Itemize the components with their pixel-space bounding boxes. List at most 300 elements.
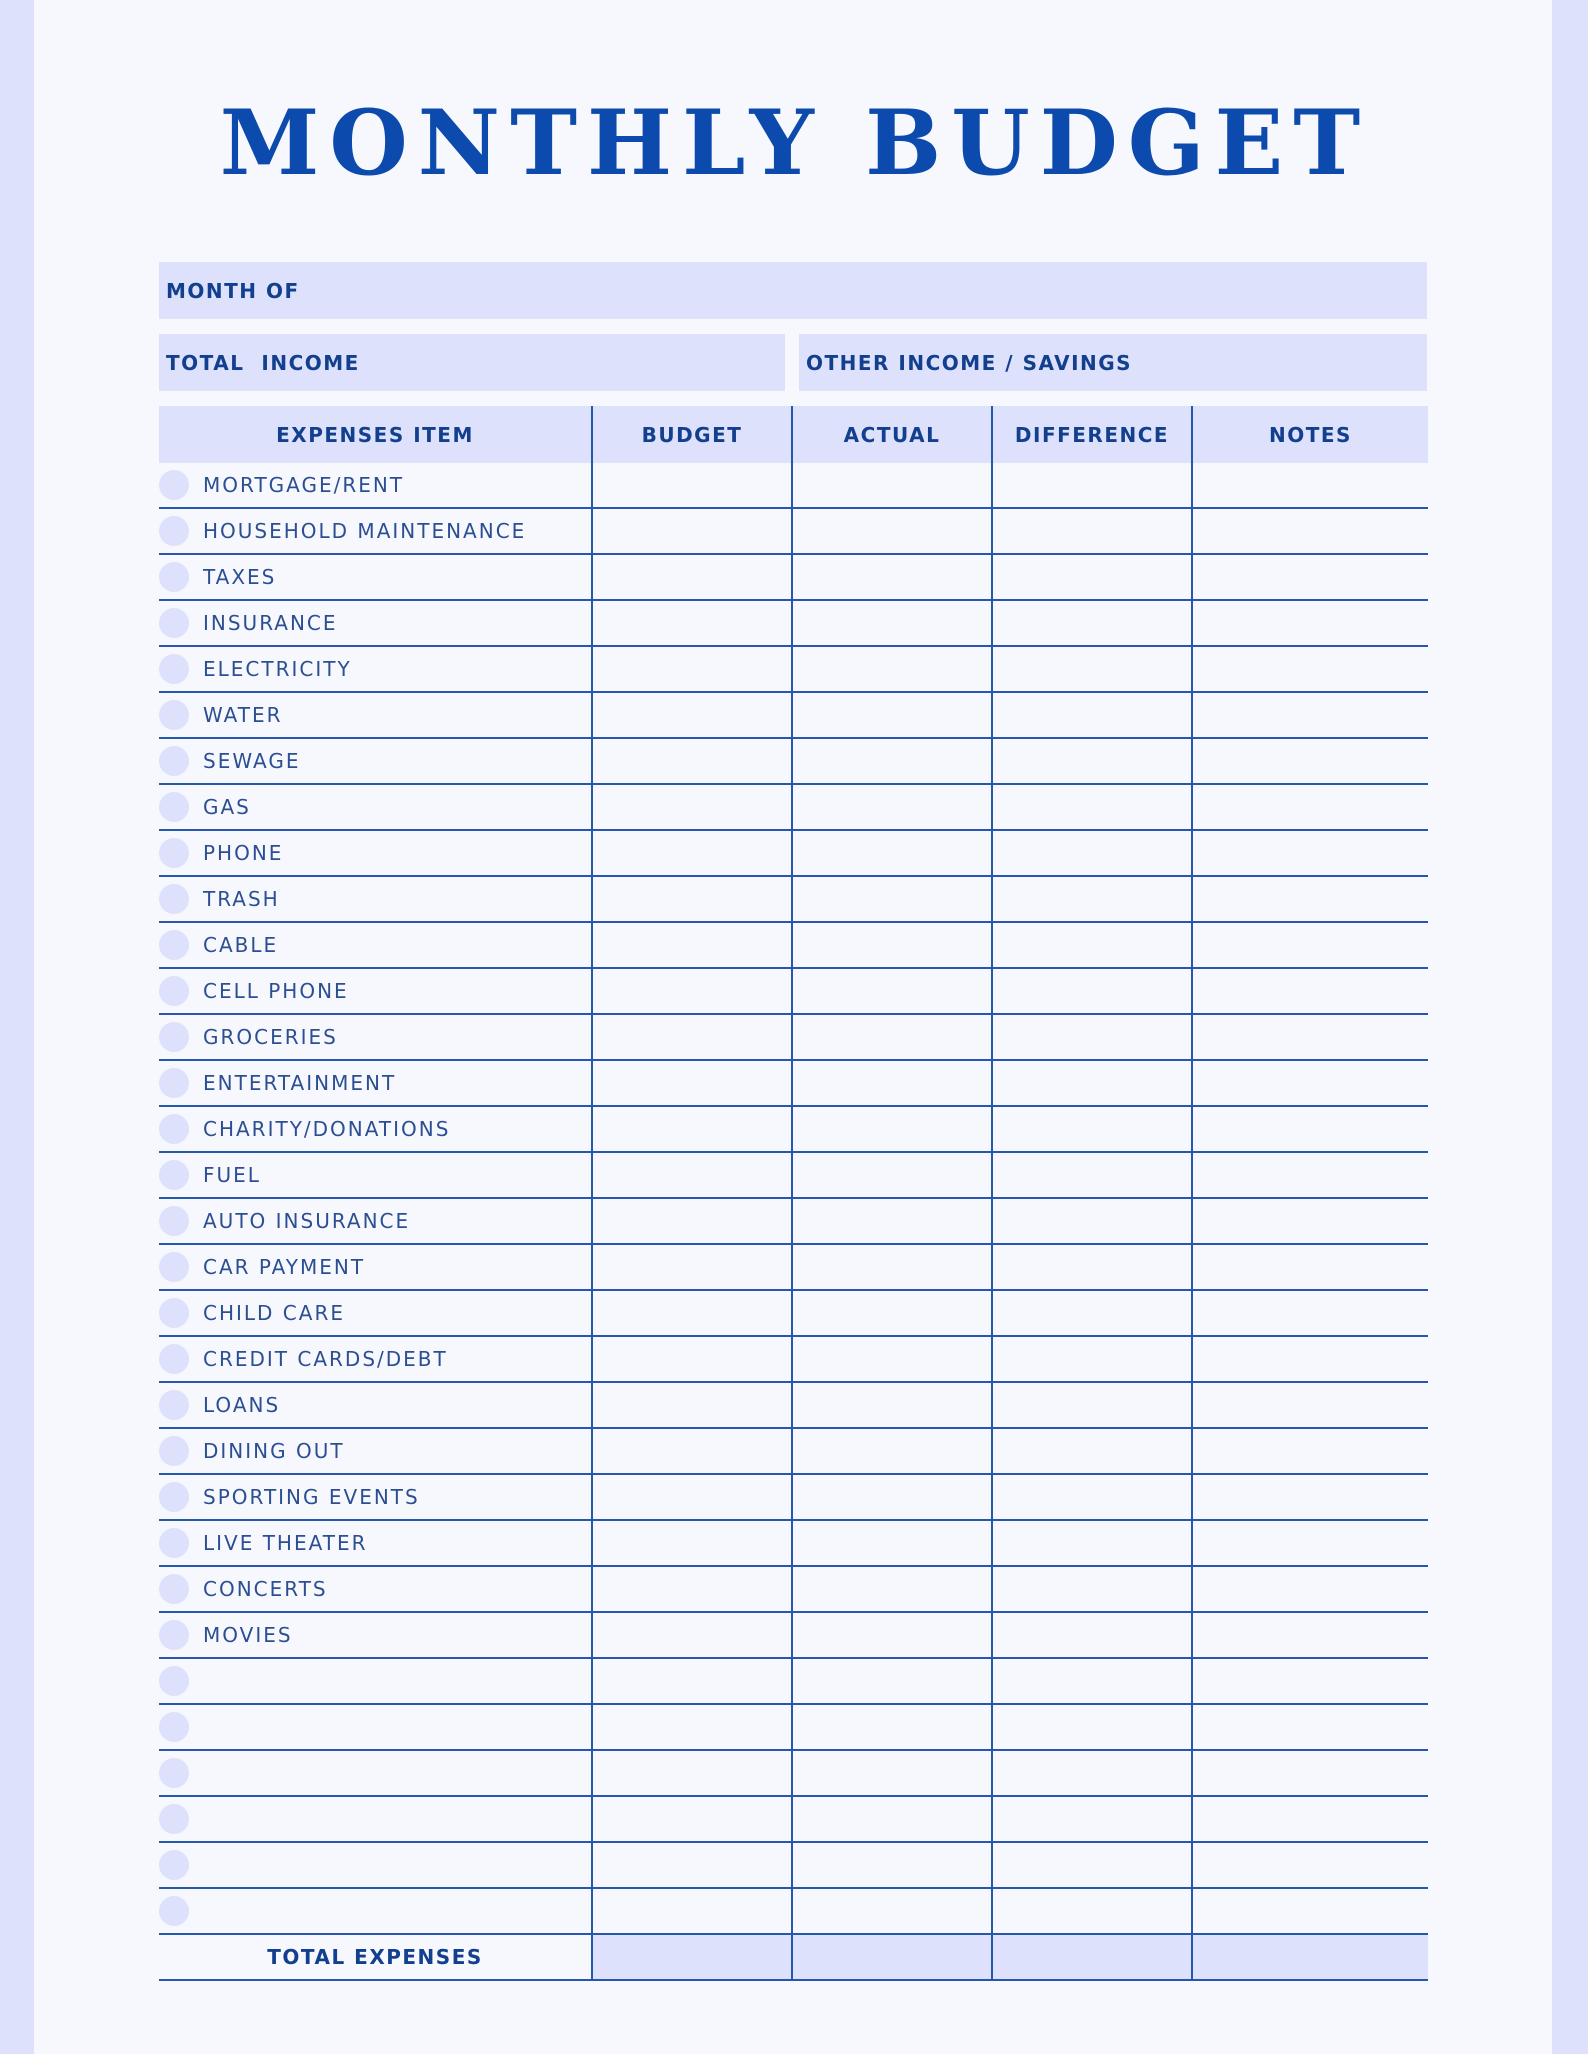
notes-input[interactable] [1193, 555, 1428, 599]
budget-cell[interactable] [592, 738, 792, 784]
difference-cell[interactable] [992, 968, 1192, 1014]
difference-cell[interactable] [992, 922, 1192, 968]
notes-cell[interactable] [1192, 1566, 1428, 1612]
actual-input[interactable] [793, 1199, 991, 1243]
total-budget-cell[interactable] [592, 1934, 792, 1980]
difference-cell[interactable] [992, 692, 1192, 738]
budget-cell[interactable] [592, 1888, 792, 1934]
actual-input[interactable] [793, 1291, 991, 1335]
difference-input[interactable] [993, 1567, 1191, 1611]
notes-cell[interactable] [1192, 1106, 1428, 1152]
notes-cell[interactable] [1192, 1336, 1428, 1382]
checkbox-circle[interactable] [159, 1390, 189, 1420]
other-income-input[interactable] [1142, 333, 1427, 392]
budget-cell[interactable] [592, 1520, 792, 1566]
budget-input[interactable] [593, 1751, 791, 1795]
notes-cell[interactable] [1192, 876, 1428, 922]
checkbox-circle[interactable] [159, 838, 189, 868]
budget-input[interactable] [593, 1705, 791, 1749]
notes-input[interactable] [1193, 601, 1428, 645]
budget-cell[interactable] [592, 1474, 792, 1520]
actual-cell[interactable] [792, 1198, 992, 1244]
difference-input[interactable] [993, 785, 1191, 829]
actual-cell[interactable] [792, 1244, 992, 1290]
actual-cell[interactable] [792, 1336, 992, 1382]
budget-input[interactable] [593, 601, 791, 645]
actual-cell[interactable] [792, 1796, 992, 1842]
actual-input[interactable] [793, 1843, 991, 1887]
actual-input[interactable] [793, 831, 991, 875]
notes-cell[interactable] [1192, 1842, 1428, 1888]
actual-input[interactable] [793, 1751, 991, 1795]
checkbox-circle[interactable] [159, 1160, 189, 1190]
notes-input[interactable] [1193, 647, 1428, 691]
notes-cell[interactable] [1192, 692, 1428, 738]
difference-cell[interactable] [992, 1336, 1192, 1382]
budget-input[interactable] [593, 1153, 791, 1197]
difference-cell[interactable] [992, 1842, 1192, 1888]
notes-input[interactable] [1193, 693, 1428, 737]
difference-cell[interactable] [992, 1244, 1192, 1290]
notes-cell[interactable] [1192, 1704, 1428, 1750]
difference-cell[interactable] [992, 1888, 1192, 1934]
difference-cell[interactable] [992, 1474, 1192, 1520]
actual-cell[interactable] [792, 600, 992, 646]
actual-cell[interactable] [792, 922, 992, 968]
month-of-field[interactable] [159, 262, 1427, 319]
budget-input[interactable] [593, 831, 791, 875]
difference-cell[interactable] [992, 738, 1192, 784]
checkbox-circle[interactable] [159, 1850, 189, 1880]
checkbox-circle[interactable] [159, 1804, 189, 1834]
actual-cell[interactable] [792, 738, 992, 784]
checkbox-circle[interactable] [159, 1114, 189, 1144]
actual-input[interactable] [793, 785, 991, 829]
actual-cell[interactable] [792, 508, 992, 554]
budget-cell[interactable] [592, 1152, 792, 1198]
actual-cell[interactable] [792, 1106, 992, 1152]
checkbox-circle[interactable] [159, 1712, 189, 1742]
difference-cell[interactable] [992, 1704, 1192, 1750]
difference-input[interactable] [993, 1245, 1191, 1289]
actual-cell[interactable] [792, 1290, 992, 1336]
difference-cell[interactable] [992, 600, 1192, 646]
actual-cell[interactable] [792, 1428, 992, 1474]
notes-input[interactable] [1193, 1015, 1428, 1059]
notes-cell[interactable] [1192, 1060, 1428, 1106]
checkbox-circle[interactable] [159, 1666, 189, 1696]
difference-cell[interactable] [992, 1612, 1192, 1658]
difference-input[interactable] [993, 1613, 1191, 1657]
difference-cell[interactable] [992, 554, 1192, 600]
difference-input[interactable] [993, 555, 1191, 599]
notes-input[interactable] [1193, 463, 1428, 507]
difference-input[interactable] [993, 1521, 1191, 1565]
difference-cell[interactable] [992, 1290, 1192, 1336]
checkbox-circle[interactable] [159, 1022, 189, 1052]
notes-input[interactable] [1193, 1383, 1428, 1427]
difference-input[interactable] [993, 1889, 1191, 1933]
notes-input[interactable] [1193, 969, 1428, 1013]
total-difference-input[interactable] [993, 1935, 1191, 1979]
difference-cell[interactable] [992, 1152, 1192, 1198]
actual-input[interactable] [793, 1337, 991, 1381]
difference-cell[interactable] [992, 1060, 1192, 1106]
difference-cell[interactable] [992, 1198, 1192, 1244]
budget-cell[interactable] [592, 1014, 792, 1060]
difference-input[interactable] [993, 1061, 1191, 1105]
actual-input[interactable] [793, 555, 991, 599]
checkbox-circle[interactable] [159, 1344, 189, 1374]
notes-input[interactable] [1193, 1705, 1428, 1749]
notes-cell[interactable] [1192, 1658, 1428, 1704]
actual-input[interactable] [793, 601, 991, 645]
notes-cell[interactable] [1192, 922, 1428, 968]
actual-input[interactable] [793, 1429, 991, 1473]
budget-cell[interactable] [592, 692, 792, 738]
checkbox-circle[interactable] [159, 516, 189, 546]
actual-cell[interactable] [792, 830, 992, 876]
actual-input[interactable] [793, 1659, 991, 1703]
notes-input[interactable] [1193, 1567, 1428, 1611]
budget-input[interactable] [593, 785, 791, 829]
budget-cell[interactable] [592, 1336, 792, 1382]
actual-input[interactable] [793, 1475, 991, 1519]
difference-input[interactable] [993, 969, 1191, 1013]
actual-input[interactable] [793, 1107, 991, 1151]
difference-cell[interactable] [992, 1106, 1192, 1152]
difference-cell[interactable] [992, 646, 1192, 692]
total-budget-input[interactable] [593, 1935, 791, 1979]
notes-input[interactable] [1193, 923, 1428, 967]
notes-cell[interactable] [1192, 646, 1428, 692]
budget-cell[interactable] [592, 1612, 792, 1658]
budget-cell[interactable] [592, 1750, 792, 1796]
actual-cell[interactable] [792, 1566, 992, 1612]
budget-input[interactable] [593, 647, 791, 691]
difference-input[interactable] [993, 1291, 1191, 1335]
actual-input[interactable] [793, 1705, 991, 1749]
budget-cell[interactable] [592, 1106, 792, 1152]
total-actual-cell[interactable] [792, 1934, 992, 1980]
notes-input[interactable] [1193, 1751, 1428, 1795]
budget-cell[interactable] [592, 922, 792, 968]
month-of-input[interactable] [310, 261, 1427, 320]
budget-cell[interactable] [592, 1704, 792, 1750]
checkbox-circle[interactable] [159, 1896, 189, 1926]
notes-input[interactable] [1193, 739, 1428, 783]
budget-cell[interactable] [592, 1244, 792, 1290]
budget-input[interactable] [593, 1613, 791, 1657]
difference-cell[interactable] [992, 830, 1192, 876]
difference-input[interactable] [993, 1153, 1191, 1197]
notes-input[interactable] [1193, 1107, 1428, 1151]
budget-cell[interactable] [592, 1566, 792, 1612]
budget-input[interactable] [593, 877, 791, 921]
notes-cell[interactable] [1192, 1290, 1428, 1336]
actual-cell[interactable] [792, 692, 992, 738]
checkbox-circle[interactable] [159, 1206, 189, 1236]
checkbox-circle[interactable] [159, 700, 189, 730]
actual-input[interactable] [793, 693, 991, 737]
actual-cell[interactable] [792, 1842, 992, 1888]
budget-input[interactable] [593, 463, 791, 507]
budget-cell[interactable] [592, 830, 792, 876]
actual-input[interactable] [793, 647, 991, 691]
notes-cell[interactable] [1192, 1888, 1428, 1934]
actual-cell[interactable] [792, 1474, 992, 1520]
notes-input[interactable] [1193, 1843, 1428, 1887]
actual-input[interactable] [793, 1245, 991, 1289]
notes-input[interactable] [1193, 1475, 1428, 1519]
budget-cell[interactable] [592, 1796, 792, 1842]
difference-input[interactable] [993, 1199, 1191, 1243]
actual-input[interactable] [793, 1521, 991, 1565]
difference-cell[interactable] [992, 1566, 1192, 1612]
budget-cell[interactable] [592, 600, 792, 646]
notes-input[interactable] [1193, 1153, 1428, 1197]
notes-cell[interactable] [1192, 1244, 1428, 1290]
difference-input[interactable] [993, 1337, 1191, 1381]
difference-cell[interactable] [992, 508, 1192, 554]
difference-cell[interactable] [992, 1750, 1192, 1796]
checkbox-circle[interactable] [159, 792, 189, 822]
actual-input[interactable] [793, 463, 991, 507]
difference-cell[interactable] [992, 1658, 1192, 1704]
difference-input[interactable] [993, 831, 1191, 875]
budget-input[interactable] [593, 969, 791, 1013]
checkbox-circle[interactable] [159, 654, 189, 684]
actual-cell[interactable] [792, 1704, 992, 1750]
notes-cell[interactable] [1192, 784, 1428, 830]
actual-input[interactable] [793, 923, 991, 967]
budget-input[interactable] [593, 739, 791, 783]
budget-input[interactable] [593, 555, 791, 599]
actual-cell[interactable] [792, 876, 992, 922]
actual-cell[interactable] [792, 1612, 992, 1658]
actual-input[interactable] [793, 1015, 991, 1059]
budget-input[interactable] [593, 1337, 791, 1381]
checkbox-circle[interactable] [159, 1574, 189, 1604]
checkbox-circle[interactable] [159, 1482, 189, 1512]
total-notes-input[interactable] [1193, 1935, 1428, 1979]
actual-input[interactable] [793, 1567, 991, 1611]
budget-input[interactable] [593, 1429, 791, 1473]
notes-input[interactable] [1193, 1245, 1428, 1289]
notes-input[interactable] [1193, 785, 1428, 829]
actual-cell[interactable] [792, 1382, 992, 1428]
actual-cell[interactable] [792, 1152, 992, 1198]
checkbox-circle[interactable] [159, 884, 189, 914]
budget-input[interactable] [593, 1199, 791, 1243]
notes-cell[interactable] [1192, 1612, 1428, 1658]
budget-input[interactable] [593, 1843, 791, 1887]
actual-cell[interactable] [792, 784, 992, 830]
notes-input[interactable] [1193, 1613, 1428, 1657]
total-difference-cell[interactable] [992, 1934, 1192, 1980]
notes-input[interactable] [1193, 1291, 1428, 1335]
checkbox-circle[interactable] [159, 976, 189, 1006]
difference-input[interactable] [993, 1705, 1191, 1749]
budget-cell[interactable] [592, 1382, 792, 1428]
checkbox-circle[interactable] [159, 1068, 189, 1098]
difference-input[interactable] [993, 1797, 1191, 1841]
actual-input[interactable] [793, 1153, 991, 1197]
notes-cell[interactable] [1192, 1750, 1428, 1796]
budget-input[interactable] [593, 1567, 791, 1611]
actual-cell[interactable] [792, 1888, 992, 1934]
difference-input[interactable] [993, 739, 1191, 783]
checkbox-circle[interactable] [159, 562, 189, 592]
budget-cell[interactable] [592, 1290, 792, 1336]
budget-cell[interactable] [592, 554, 792, 600]
difference-input[interactable] [993, 509, 1191, 553]
budget-input[interactable] [593, 1475, 791, 1519]
actual-cell[interactable] [792, 554, 992, 600]
budget-input[interactable] [593, 1889, 791, 1933]
notes-cell[interactable] [1192, 1014, 1428, 1060]
budget-input[interactable] [593, 1061, 791, 1105]
notes-cell[interactable] [1192, 463, 1428, 508]
budget-cell[interactable] [592, 968, 792, 1014]
notes-cell[interactable] [1192, 1152, 1428, 1198]
budget-input[interactable] [593, 1015, 791, 1059]
actual-input[interactable] [793, 739, 991, 783]
actual-input[interactable] [793, 877, 991, 921]
notes-input[interactable] [1193, 509, 1428, 553]
difference-cell[interactable] [992, 1014, 1192, 1060]
difference-input[interactable] [993, 1429, 1191, 1473]
budget-input[interactable] [593, 509, 791, 553]
difference-input[interactable] [993, 1751, 1191, 1795]
actual-cell[interactable] [792, 463, 992, 508]
difference-cell[interactable] [992, 876, 1192, 922]
total-income-field[interactable] [159, 334, 785, 391]
checkbox-circle[interactable] [159, 470, 189, 500]
notes-input[interactable] [1193, 1889, 1428, 1933]
budget-cell[interactable] [592, 784, 792, 830]
notes-cell[interactable] [1192, 1198, 1428, 1244]
notes-cell[interactable] [1192, 1520, 1428, 1566]
difference-input[interactable] [993, 1475, 1191, 1519]
checkbox-circle[interactable] [159, 1620, 189, 1650]
actual-input[interactable] [793, 1797, 991, 1841]
actual-cell[interactable] [792, 1750, 992, 1796]
difference-input[interactable] [993, 923, 1191, 967]
difference-cell[interactable] [992, 784, 1192, 830]
budget-input[interactable] [593, 1383, 791, 1427]
budget-input[interactable] [593, 923, 791, 967]
checkbox-circle[interactable] [159, 1528, 189, 1558]
difference-input[interactable] [993, 693, 1191, 737]
notes-cell[interactable] [1192, 600, 1428, 646]
notes-cell[interactable] [1192, 968, 1428, 1014]
difference-input[interactable] [993, 463, 1191, 507]
budget-cell[interactable] [592, 463, 792, 508]
checkbox-circle[interactable] [159, 1758, 189, 1788]
notes-cell[interactable] [1192, 1428, 1428, 1474]
actual-cell[interactable] [792, 646, 992, 692]
notes-input[interactable] [1193, 1659, 1428, 1703]
actual-input[interactable] [793, 1383, 991, 1427]
notes-cell[interactable] [1192, 1382, 1428, 1428]
actual-cell[interactable] [792, 968, 992, 1014]
notes-cell[interactable] [1192, 738, 1428, 784]
difference-input[interactable] [993, 877, 1191, 921]
notes-cell[interactable] [1192, 554, 1428, 600]
notes-input[interactable] [1193, 1061, 1428, 1105]
budget-input[interactable] [593, 1659, 791, 1703]
difference-cell[interactable] [992, 463, 1192, 508]
budget-input[interactable] [593, 1245, 791, 1289]
notes-input[interactable] [1193, 1521, 1428, 1565]
notes-input[interactable] [1193, 1199, 1428, 1243]
difference-input[interactable] [993, 1107, 1191, 1151]
actual-input[interactable] [793, 1061, 991, 1105]
checkbox-circle[interactable] [159, 746, 189, 776]
difference-input[interactable] [993, 1015, 1191, 1059]
checkbox-circle[interactable] [159, 1436, 189, 1466]
actual-input[interactable] [793, 1889, 991, 1933]
actual-cell[interactable] [792, 1014, 992, 1060]
total-notes-cell[interactable] [1192, 1934, 1428, 1980]
budget-input[interactable] [593, 1797, 791, 1841]
budget-cell[interactable] [592, 1060, 792, 1106]
budget-cell[interactable] [592, 876, 792, 922]
actual-input[interactable] [793, 969, 991, 1013]
notes-cell[interactable] [1192, 830, 1428, 876]
budget-cell[interactable] [592, 508, 792, 554]
difference-input[interactable] [993, 1843, 1191, 1887]
difference-input[interactable] [993, 647, 1191, 691]
difference-input[interactable] [993, 1383, 1191, 1427]
actual-cell[interactable] [792, 1060, 992, 1106]
difference-input[interactable] [993, 601, 1191, 645]
difference-cell[interactable] [992, 1796, 1192, 1842]
budget-cell[interactable] [592, 1842, 792, 1888]
notes-input[interactable] [1193, 1797, 1428, 1841]
checkbox-circle[interactable] [159, 930, 189, 960]
notes-cell[interactable] [1192, 1474, 1428, 1520]
budget-input[interactable] [593, 1291, 791, 1335]
actual-cell[interactable] [792, 1658, 992, 1704]
total-actual-input[interactable] [793, 1935, 991, 1979]
difference-cell[interactable] [992, 1520, 1192, 1566]
checkbox-circle[interactable] [159, 1298, 189, 1328]
actual-input[interactable] [793, 509, 991, 553]
notes-input[interactable] [1193, 1337, 1428, 1381]
budget-input[interactable] [593, 1521, 791, 1565]
other-income-field[interactable] [799, 334, 1427, 391]
actual-cell[interactable] [792, 1520, 992, 1566]
budget-cell[interactable] [592, 1198, 792, 1244]
budget-cell[interactable] [592, 1428, 792, 1474]
notes-input[interactable] [1193, 1429, 1428, 1473]
notes-cell[interactable] [1192, 508, 1428, 554]
checkbox-circle[interactable] [159, 1252, 189, 1282]
budget-cell[interactable] [592, 646, 792, 692]
checkbox-circle[interactable] [159, 608, 189, 638]
difference-cell[interactable] [992, 1428, 1192, 1474]
budget-input[interactable] [593, 693, 791, 737]
total-income-input[interactable] [370, 333, 785, 392]
budget-input[interactable] [593, 1107, 791, 1151]
budget-cell[interactable] [592, 1658, 792, 1704]
actual-input[interactable] [793, 1613, 991, 1657]
difference-cell[interactable] [992, 1382, 1192, 1428]
notes-cell[interactable] [1192, 1796, 1428, 1842]
notes-input[interactable] [1193, 877, 1428, 921]
